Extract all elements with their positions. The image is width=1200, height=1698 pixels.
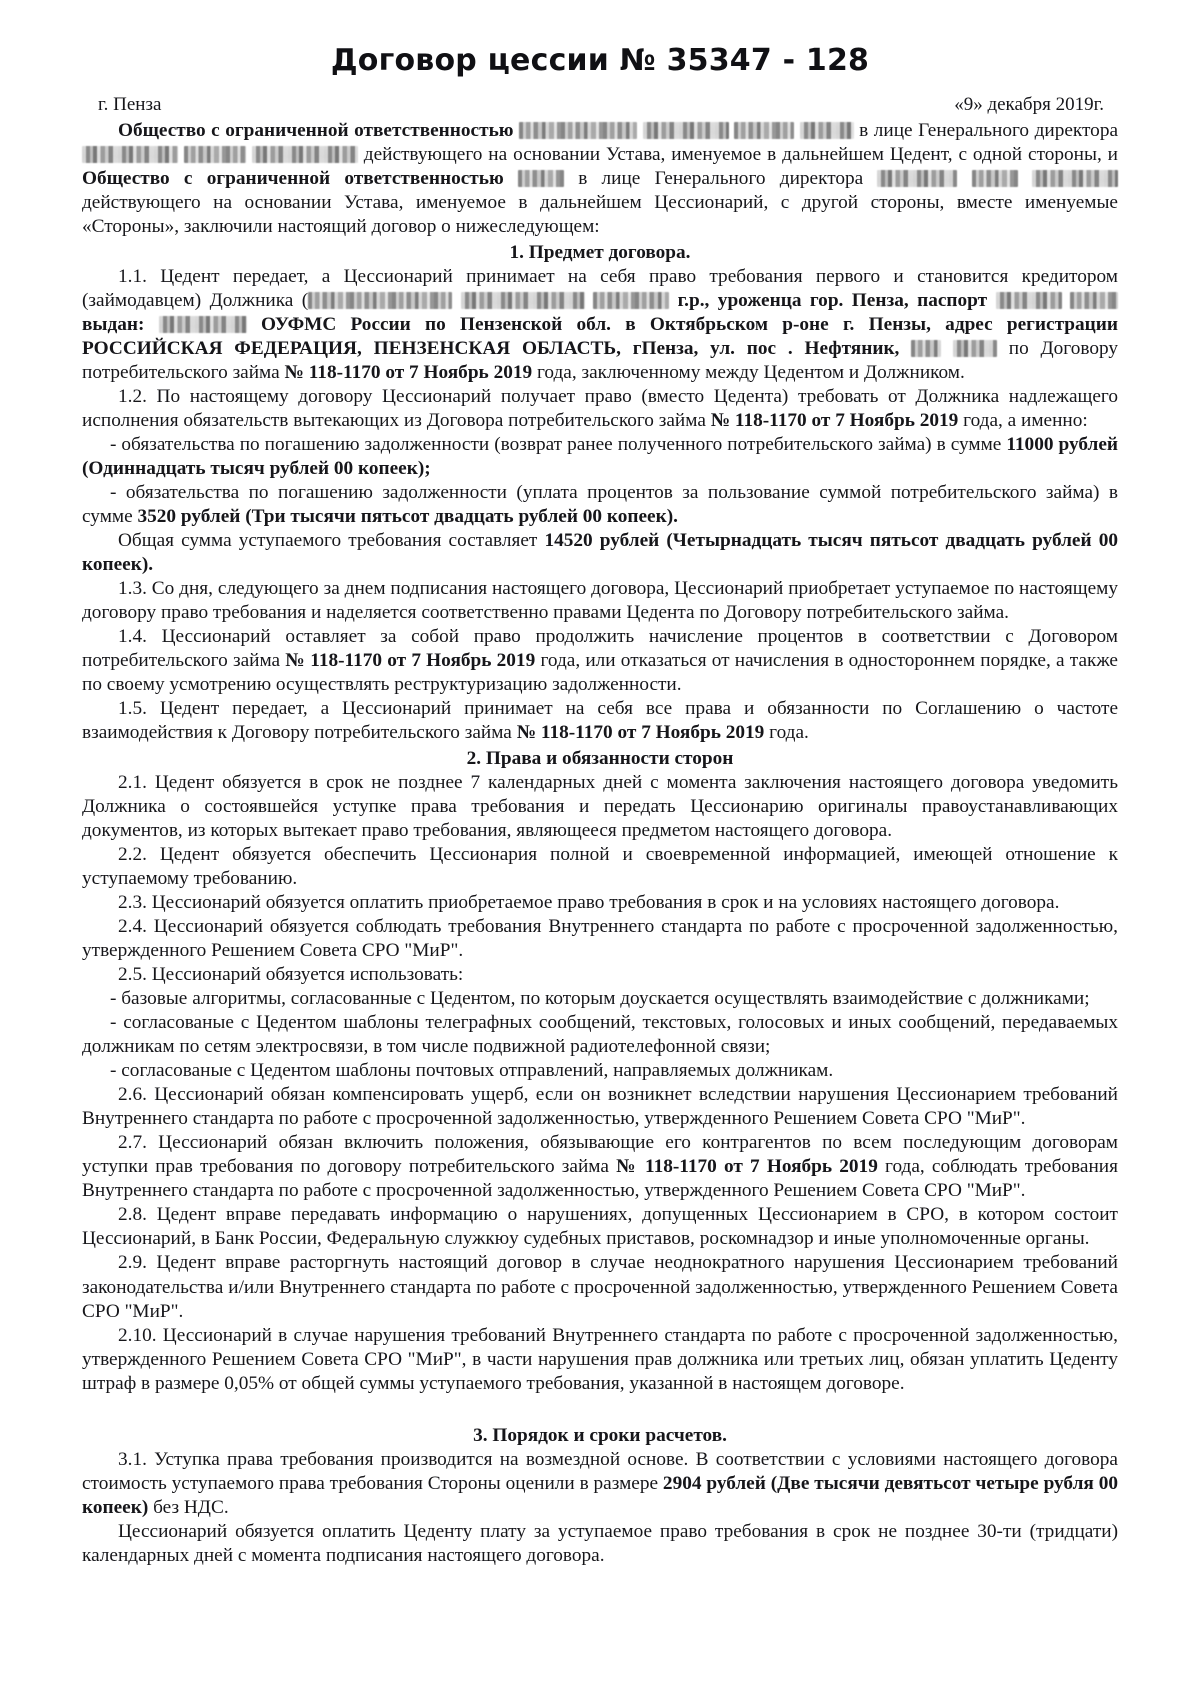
- clause-2-2: 2.2. Цедент обязуется обеспечить Цессионария полной и своевременной информацией, имеющей отношение к уступаемому требованию.: [82, 844, 1118, 890]
- redacted-cedent-director-1: [82, 146, 178, 163]
- preamble-cessionary-tail: действующего на основании Устава, именуемое в дальнейшем Цессионарий, с другой стороны, вместе именуемые «Стороны», заключили настоящий договор о нижеследующем:: [82, 191, 1118, 237]
- clause-1-2-intro-b: года, а именно:: [963, 409, 1088, 431]
- clause-1-5-loan-number: № 118-1170: [516, 722, 613, 744]
- clause-2-3: 2.3. Цессионарий обязуется оплатить приобретаемое право требования в срок и на условиях настоящего договора.: [118, 892, 1060, 914]
- clause-1-1-part-g: года, заключенному между Цедентом и Должником.: [536, 361, 965, 383]
- section-heading-1: 1. Предмет договора.: [509, 241, 691, 263]
- preamble-company-cessionary-label: Общество с ограниченной ответственностью: [82, 167, 504, 189]
- clause-1-1-part-c: выдан:: [82, 313, 145, 335]
- clause-3-1-price: 2904 рублей (Две тысячи девятьсот четыре рубля 00 копеек): [82, 1472, 1118, 1518]
- clause-1-1-loan-number: № 118-1170: [284, 361, 381, 383]
- page-title: Договор цессии № 35347 - 128: [330, 43, 870, 78]
- clause-2-5-bullet-3: - согласованые с Цедентом шаблоны почтовых отправлений, направляемых должникам.: [110, 1060, 834, 1082]
- clause-1-3: 1.3. Со дня, следующего за днем подписания настоящего договора, Цессионарий приобретает уступаемое по настоящему договору право требования и наделяется соответственно правами Цедента по Договору потребительского займа.: [82, 578, 1118, 624]
- clause-2-5-intro: 2.5. Цессионарий обязуется использовать:: [118, 964, 464, 986]
- clause-1-1-part-a: 1.1. Цедент передает, а Цессионарий принимает на себя право требования первого и становится кредитором (займодавцем) Должника (: [82, 265, 1118, 311]
- redacted-debtor-name: [308, 292, 452, 309]
- clause-1-5: [82, 697, 1118, 745]
- clause-1-5-part-b: года.: [769, 722, 809, 744]
- clause-1-2-intro: [82, 385, 1118, 433]
- clause-1-2-intro-a: 1.2. По настоящему договору Цессионарий получает право (вместо Цедента) требовать от Должника надлежащего исполнения обязательств вытекающих из Договора потребительского займа: [82, 385, 1118, 431]
- clause-2-9: 2.9. Цедент вправе расторгнуть настоящий договор в случае неоднократного нарушения Цессионарием требований законодательства и/или Внутреннего стандарта по работе с просроченной задолженностью, утвержденного Решением Совета СРО "МиР".: [82, 1252, 1118, 1322]
- preamble-cessionary-director-intro: в лице Генерального директора: [578, 167, 864, 189]
- section-heading-3: 3. Порядок и сроки расчетов.: [473, 1424, 727, 1446]
- clause-1-2-bullet-1-amount: 11000 рублей (Одиннадцать тысяч рублей 00 копеек);: [82, 433, 1118, 479]
- redacted-cessionary-director-3: [1032, 170, 1118, 187]
- clause-1-4-loan-date: от 7 Ноябрь 2019: [387, 650, 536, 672]
- clause-2-1: 2.1. Цедент обязуется в срок не позднее 7 календарных дней с момента заключения настоящего договора уведомить Должника о состоявшейся уступке права требования и передать Цессионарию оригиналы правоустанавливающих документов, из которых вытекает право требования, являющееся предметом настоящего договора.: [82, 772, 1118, 842]
- redacted-cedent-name-1: [519, 122, 637, 139]
- preamble-director-intro: в лице Генерального директора: [859, 119, 1119, 141]
- section-3-spacer: [82, 1396, 1118, 1422]
- clause-2-4: 2.4. Цессионарий обязуется соблюдать требования Внутреннего стандарта по работе с просроченной задолженностью, утвержденного Решением Совета СРО "МиР".: [82, 916, 1118, 962]
- clause-1-4: [82, 625, 1118, 697]
- clause-1-4-loan-number: № 118-1170: [285, 650, 383, 672]
- clause-1-1: [82, 265, 1118, 385]
- document-sheet: [82, 44, 1118, 1568]
- clause-3-2: Цессионарий обязуется оплатить Цеденту плату за уступаемое право требования в срок не позднее 30-ти (тридцати) календарных дней с момента подписания настоящего договора.: [82, 1520, 1118, 1566]
- clause-1-1-part-e: РОССИЙСКАЯ ФЕДЕРАЦИЯ, ПЕНЗЕНСКАЯ ОБЛАСТЬ, гПенза, ул. пос . Нефтяник,: [82, 337, 900, 359]
- redacted-debtor-patronymic: [461, 292, 585, 309]
- clause-1-2-loan-number: № 118-1170: [710, 409, 807, 431]
- clause-2-5-bullet-2: - согласованые с Цедентом шаблоны телеграфных сообщений, текстовых, голосовых и иных сообщений, передаваемых должникам по сетям электросвязи, в том числе подвижной радиотелефонной связи;: [82, 1012, 1118, 1058]
- redacted-cedent-director-2: [184, 146, 246, 163]
- preamble-company-cedent-label: Общество с ограниченной ответственностью: [118, 119, 514, 141]
- clause-2-8: 2.8. Цедент вправе передавать информацию о нарушениях, допущенных Цессионарием в СРО, в котором состоит Цессионарий, в Банк России, Федеральную служкюу судебных приставов, роскомнадзор и иные уполномоченные органы.: [82, 1204, 1118, 1250]
- redacted-cessionary-name: [518, 170, 564, 187]
- clause-2-5-bullet-1: - базовые алгоритмы, согласованные с Цедентом, по которым доускается осуществлять взаимодействие с должниками;: [110, 988, 1090, 1010]
- clause-1-2-bullet-2: [82, 481, 1118, 529]
- clause-1-2-bullet-2-amount: 3520 рублей (Три тысячи пятьсот двадцать рублей 00 копеек).: [137, 506, 678, 527]
- clause-1-1-part-b: г.р., уроженца гор. Пенза, паспорт: [677, 289, 988, 311]
- redacted-address-flat: [953, 340, 997, 357]
- clause-1-2-total: [82, 529, 1118, 577]
- redacted-cedent-director-3: [252, 146, 358, 163]
- clause-1-5-part-a: 1.5. Цедент передает, а Цессионарий принимает на себя все права и обязанности по Соглашению о частоте взаимодействия к Договору потребительского займа: [82, 698, 1118, 744]
- clause-2-7-part-a: 2.7. Цессионарий обязан включить положения, обязывающие его контрагентов по всем последующим договорам уступки прав требования по договору потребительского займа: [82, 1132, 1118, 1178]
- clause-1-2-total-label: Общая сумма уступаемого требования составляет: [118, 530, 538, 552]
- clause-2-7-part-b: года, соблюдать требования Внутреннего стандарта по работе с просроченной задолженностью, утвержденного Решением Совета СРО "МиР".: [82, 1156, 1118, 1202]
- clause-2-7-loan-date: от 7 Ноябрь 2019: [723, 1156, 878, 1178]
- clause-3-1-part-b: без НДС.: [153, 1496, 229, 1518]
- document-meta-row: [82, 93, 1118, 117]
- clause-2-10: 2.10. Цессионарий в случае нарушения требований Внутреннего стандарта по работе с просроченной задолженностью, утвержденного Решением Совета СРО "МиР", в части нарушения прав должника или третьих лиц, обязан уплатить Цеденту штраф в размере 0,05% от общей суммы уступаемого требования, указанной в настоящем договоре.: [82, 1324, 1118, 1394]
- clause-1-4-part-b: года, или отказаться от начисления в одностороннем порядке, а также по своему усмотрению осуществлять реструктуризацию задолженности.: [82, 650, 1118, 696]
- city-label: г. Пенза: [98, 94, 162, 115]
- section-heading-2: 2. Права и обязанности сторон: [466, 748, 734, 770]
- redacted-cessionary-director-1: [877, 170, 957, 187]
- clause-1-2-loan-date: от 7 Ноябрь 2019: [811, 409, 959, 431]
- preamble-paragraph: [82, 119, 1118, 239]
- clause-2-7: [82, 1131, 1118, 1203]
- clause-2-7-loan-number: № 118-1170: [616, 1156, 717, 1178]
- redacted-cedent-name-2: [643, 122, 729, 139]
- clause-1-1-loan-date: от 7 Ноябрь 2019: [385, 361, 533, 383]
- clause-1-2-bullet-1-text: - обязательства по погашению задолженности (возврат ранее полученного потребительского займа) в сумме: [110, 433, 1002, 455]
- redacted-passport-issue-date: [159, 316, 247, 333]
- clause-1-2-bullet-1: [82, 433, 1118, 481]
- clause-1-1-part-f: по Договору потребительского займа: [82, 337, 1119, 383]
- redacted-passport-number: [1070, 292, 1118, 309]
- preamble-cedent-tail: действующего на основании Устава, именуемое в дальнейшем Цедент, с одной стороны, и: [363, 143, 1118, 165]
- redacted-debtor-birthyear: [593, 292, 669, 309]
- redacted-cedent-name-3: [734, 122, 794, 139]
- clause-1-1-part-d: ОУФМС России по Пензенской обл. в Октябрьском р-оне г. Пензы, адрес регистрации: [260, 313, 1118, 335]
- clause-3-1-part-a: 3.1. Уступка права требования производится на возмездной основе. В соответствии с условиями настоящего договора стоимость уступаемого права требования Стороны оценили в размере: [82, 1448, 1118, 1494]
- redacted-address-house: [911, 340, 941, 357]
- clause-1-2-total-amount: 14520 рублей (Четырнадцать тысяч пятьсот двадцать рублей 00 копеек).: [82, 530, 1118, 576]
- clause-3-1: [82, 1448, 1118, 1520]
- redacted-passport-series: [996, 292, 1062, 309]
- redacted-cedent-name-4: [800, 122, 854, 139]
- redacted-cessionary-director-2: [972, 170, 1018, 187]
- clause-1-4-part-a: 1.4. Цессионарий оставляет за собой право продолжить начисление процентов в соответствии с Договором потребительского займа: [82, 626, 1118, 672]
- date-label: «9» декабря 2019г.: [954, 94, 1104, 115]
- clause-1-5-loan-date: от 7 Ноябрь 2019: [617, 722, 765, 744]
- clause-1-2-bullet-2-text: - обязательства по погашению задолженности (уплата процентов за пользование суммой потребительского займа) в сумме: [82, 481, 1118, 527]
- clause-2-6: 2.6. Цессионарий обязан компенсировать ущерб, если он возникнет вследствии нарушения Цессионарием требований Внутреннего стандарта по работе с просроченной задолженностью, утвержденного Решением Совета СРО "МиР".: [82, 1084, 1118, 1130]
